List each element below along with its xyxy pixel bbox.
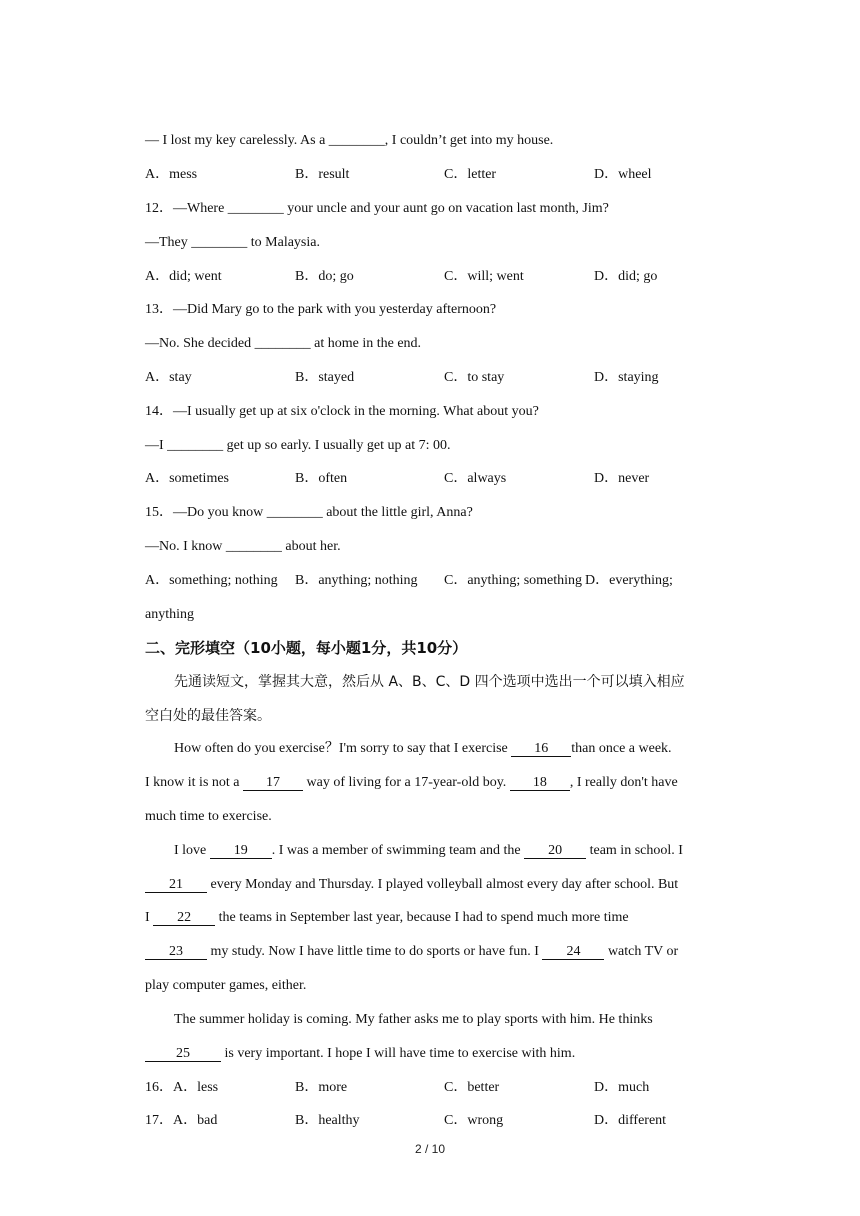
q15-option-d-wrap: anything (145, 607, 194, 622)
blank-22[interactable]: 22 (153, 910, 215, 926)
q12-option-c: C．will; went (444, 269, 524, 284)
passage-p2-line3 (145, 909, 629, 927)
passage-text: than once a week. (571, 741, 672, 756)
q16-number: 16． (145, 1080, 173, 1095)
q15-line2: —No. I know ________ about her. (145, 539, 341, 554)
q11-option-d: D．wheel (594, 167, 652, 182)
blank-20[interactable]: 20 (524, 843, 586, 859)
q17-option-a (145, 1112, 217, 1130)
q13-line1: 13．—Did Mary go to the park with you yesterday afternoon? (145, 302, 497, 317)
blank-24[interactable]: 24 (542, 944, 604, 960)
passage-p1-line2 (145, 774, 678, 792)
passage-text: I know it is not a (145, 775, 243, 790)
blank-18[interactable]: 18 (510, 775, 570, 791)
q15-options (145, 572, 745, 590)
passage-p2-line5: play computer games, either. (145, 978, 307, 993)
q17-option-c: C．wrong (444, 1113, 504, 1128)
q15-option-d: D．everything; (585, 573, 673, 588)
passage-text: is very important. I hope I will have time to exercise with him. (221, 1046, 576, 1061)
q17-option-a-label: A．bad (173, 1113, 218, 1128)
q16-option-a-label: A．less (173, 1080, 219, 1095)
q15-option-a: A．something; nothing (145, 573, 278, 588)
q14-option-d: D．never (594, 471, 650, 486)
blank-21[interactable]: 21 (145, 877, 207, 893)
passage-text: the teams in September last year, because I had to spend much more time (215, 910, 629, 925)
blank-19[interactable]: 19 (210, 843, 272, 859)
blank-25[interactable]: 25 (145, 1046, 221, 1062)
passage-text: . I was a member of swimming team and the (271, 843, 525, 858)
passage-p2-line2 (145, 876, 678, 894)
q13-options (145, 369, 745, 387)
q11-options (145, 166, 745, 184)
q13-option-d: D．staying (594, 370, 659, 385)
section-instruction-line2: 空白处的最佳答案。 (145, 708, 271, 724)
q17-option-d: D．different (594, 1113, 667, 1128)
q13-line2: —No. She decided ________ at home in the end. (145, 336, 422, 351)
passage-text: way of living for a 17-year-old boy. (303, 775, 510, 790)
passage-p3-line1: The summer holiday is coming. My father asks me to play sports with him. He thinks (174, 1012, 653, 1027)
passage-p2-line4 (145, 943, 678, 961)
blank-23[interactable]: 23 (145, 944, 207, 960)
section-heading: 二、完形填空（10小题，每小题1分，共10分） (145, 639, 468, 657)
passage-text: every Monday and Thursday. I played volleyball almost every day after school. But (207, 877, 679, 892)
q12-line2: —They ________ to Malaysia. (145, 235, 320, 250)
passage-text: my study. Now I have little time to do sports or have fun. I (207, 944, 543, 959)
passage-p1-line1 (174, 740, 672, 758)
section-instruction-line1: 先通读短文，掌握其大意，然后从 A、B、C、D 四个选项中选出一个可以填入相应 (174, 674, 685, 690)
q11-option-a: A．mess (145, 167, 198, 182)
q12-option-d: D．did; go (594, 269, 658, 284)
q14-option-b: B．often (295, 471, 348, 486)
q16-option-b: B．more (295, 1080, 348, 1095)
q11-line: — I lost my key carelessly. As a ________, I couldn’t get into my house. (145, 133, 554, 148)
q14-line1: 14．—I usually get up at six o'clock in the morning. What about you? (145, 404, 539, 419)
q12-options (145, 268, 745, 286)
q17-option-b: B．healthy (295, 1113, 360, 1128)
blank-16[interactable]: 16 (511, 741, 571, 757)
passage-p2-line1 (174, 842, 683, 860)
q12-line1: 12．—Where ________ your uncle and your aunt go on vacation last month, Jim? (145, 201, 609, 216)
passage-text: , I really don't have (569, 775, 678, 790)
q11-option-b: B．result (295, 167, 350, 182)
q16-option-a (145, 1079, 218, 1097)
q13-option-a: A．stay (145, 370, 192, 385)
q14-options (145, 470, 745, 488)
q13-option-b: B．stayed (295, 370, 355, 385)
blank-17[interactable]: 17 (243, 775, 303, 791)
q17-number: 17． (145, 1113, 173, 1128)
page-number: 2 / 10 (414, 1142, 446, 1156)
q12-option-a: A．did; went (145, 269, 222, 284)
q16-options (145, 1079, 745, 1097)
q15-line1: 15．—Do you know ________ about the little girl, Anna? (145, 505, 473, 520)
q13-option-c: C．to stay (444, 370, 505, 385)
q14-option-a: A．sometimes (145, 471, 229, 486)
q16-option-d: D．much (594, 1080, 650, 1095)
passage-text: team in school. I (586, 843, 683, 858)
q11-option-c: C．letter (444, 167, 497, 182)
q17-options (145, 1112, 745, 1130)
q15-option-b: B．anything; nothing (295, 573, 418, 588)
q12-option-b: B．do; go (295, 269, 354, 284)
passage-p3-line2 (145, 1045, 575, 1063)
passage-text: How often do you exercise？I'm sorry to say that I exercise (174, 741, 512, 756)
passage-text: I love (174, 843, 210, 858)
passage-text: I (145, 910, 154, 925)
passage-text: watch TV or (604, 944, 679, 959)
q14-option-c: C．always (444, 471, 507, 486)
q15-option-c: C．anything; something (444, 573, 583, 588)
q16-option-c: C．better (444, 1080, 500, 1095)
q14-line2: —I ________ get up so early. I usually get up at 7: 00. (145, 438, 451, 453)
passage-p1-line3: much time to exercise. (145, 809, 272, 824)
